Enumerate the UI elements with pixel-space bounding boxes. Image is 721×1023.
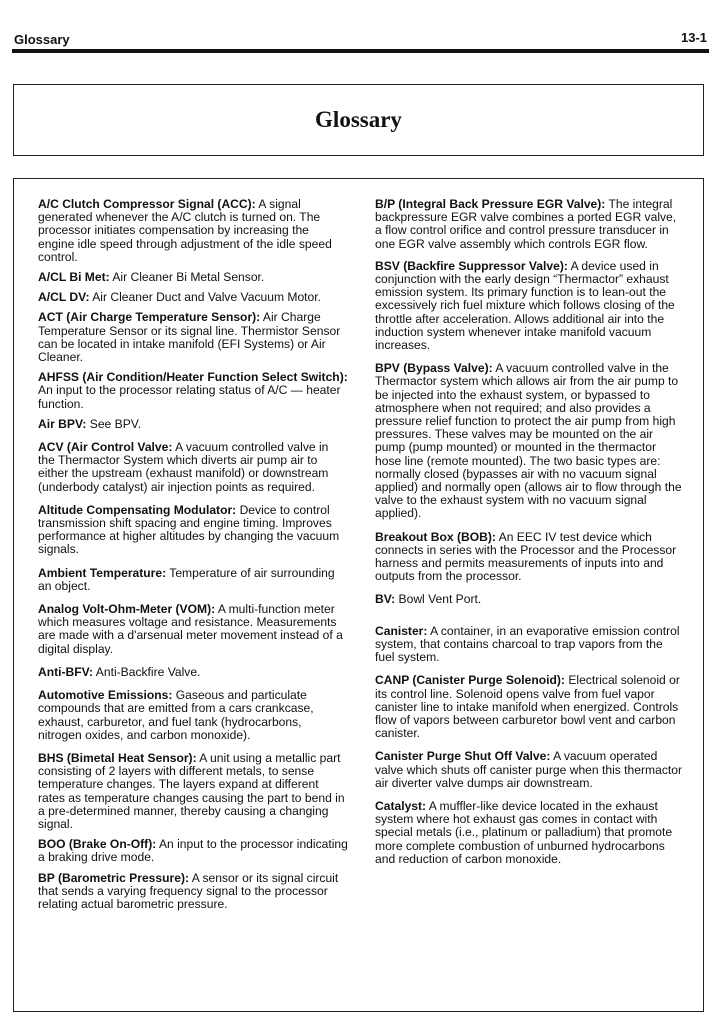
glossary-entry: [38, 291, 348, 304]
glossary-definition: A signal generated whenever the A/C clutch is turned on. The processor initiates compensation by increasing the engine idle speed through adjustment of the idle speed control.: [38, 197, 332, 264]
glossary-term: Altitude Compensating Modulator:: [38, 502, 237, 517]
glossary-term: Catalyst:: [375, 798, 427, 813]
glossary-entry: [38, 504, 348, 557]
glossary-term: BOO (Brake On-Off):: [38, 837, 157, 852]
glossary-entry: [375, 362, 685, 520]
glossary-definition: Air Charge Temperature Sensor or its signal line. Thermistor Sensor can be located in intake manifold (EFI Systems) or Air Cleaner.: [38, 310, 341, 365]
glossary-entry: [375, 674, 685, 740]
glossary-entry: [38, 418, 348, 431]
glossary-entry: [375, 593, 685, 606]
glossary-definition: A sensor or its signal circuit that sends a varying frequency signal to the processor relating actual barometric pressure.: [38, 870, 339, 911]
glossary-definition: Bowl Vent Port.: [395, 592, 482, 607]
glossary-definition: Air Cleaner Bi Metal Sensor.: [109, 270, 265, 285]
glossary-term: AHFSS (Air Condition/Heater Function Select Switch):: [38, 370, 348, 385]
glossary-definition: A container, in an evaporative emission control system, that contains charcoal to trap vapors from the fuel system.: [375, 623, 680, 665]
glossary-term: BP (Barometric Pressure):: [38, 870, 190, 885]
glossary-entry: [375, 198, 685, 251]
page-number: 13-1: [680, 30, 707, 45]
glossary-definition: A vacuum controlled valve in the Thermactor System which diverts air pump air to either the upstream (exhaust manifold) or downstream (underbody catalyst) air injection points as required.: [38, 440, 329, 494]
left-column: [38, 198, 348, 911]
header-rule: [12, 49, 709, 53]
glossary-definition: An input to the processor indicating a braking drive mode.: [38, 837, 348, 865]
glossary-definition: A device used in conjunction with the early design “Thermactor” exhaust emission system. Its primary function is to lean-out the excessively rich fuel mixture which follows closing of the throttle after acceleration. Allows additional air into the induction system whenever intake manifold vacuum increases.: [375, 258, 675, 353]
title-box: [13, 84, 704, 156]
glossary-term: Analog Volt-Ohm-Meter (VOM):: [38, 602, 216, 617]
glossary-definition: Electrical solenoid or its control line. Solenoid opens valve from fuel vapor canister line to intake manifold when energized. Controls flow of vapors between carburetor bowl vent and carbon canister.: [375, 673, 680, 741]
glossary-entry: [38, 311, 348, 364]
glossary-entry: [38, 567, 348, 593]
glossary-entry: [375, 625, 685, 665]
glossary-term: A/CL DV:: [38, 290, 90, 305]
glossary-definition: An input to the processor relating status of A/C — heater function.: [38, 383, 341, 411]
glossary-term: BPV (Bypass Valve):: [375, 361, 493, 376]
page-header: [12, 28, 709, 48]
glossary-entry: [38, 441, 348, 494]
glossary-term: Anti-BFV:: [38, 664, 94, 679]
glossary-definition: The integral backpressure EGR valve combines a ported EGR valve, a flow control orifice and control pressure transducer in one EGR valve assembly which controls EGR flow.: [375, 197, 677, 251]
glossary-definition: Temperature of air surrounding an object.: [38, 565, 335, 593]
glossary-term: Air BPV:: [38, 416, 87, 431]
glossary-definition: A vacuum controlled valve in the Thermactor system which allows air from the air pump to be injected into the exhaust system, or bypassed to atmosphere when not required; and also provides a pressure relief function to protect the air pump from high pressures. These valves may be mounted on the air pump (pump mounted) or mounted in the thermactor hose line (remote mounted). The two basic types are: normally closed (bypasses air with no vacuum signal applied) and normally open (allows air to flow through the valve to the exhaust system with no vacuum signal applied).: [375, 361, 682, 521]
glossary-term: Automotive Emissions:: [38, 688, 173, 703]
glossary-entry: [38, 271, 348, 284]
glossary-definition: A multi-function meter which measures voltage and resistance. Measurements are made with a d'arsenual meter movement instead of a digital display.: [38, 602, 343, 656]
glossary-entry: [38, 838, 348, 864]
glossary-definition: A muffler-like device located in the exhaust system where hot exhaust gas comes in contact with special metals (i.e., platinum or palladium) that promote more complete combustion of unburned hydrocarbons and reduction of carbon monoxide.: [375, 798, 673, 866]
glossary-entry: [38, 752, 348, 831]
glossary-definition: Anti-Backfire Valve.: [93, 664, 201, 679]
glossary-term: B/P (Integral Back Pressure EGR Valve):: [375, 197, 606, 211]
glossary-entry: [38, 872, 348, 912]
glossary-term: Canister Purge Shut Off Valve:: [375, 749, 551, 764]
glossary-box: [13, 178, 704, 1012]
glossary-term: A/C Clutch Compressor Signal (ACC):: [38, 197, 256, 211]
glossary-definition: Device to control transmission shift spacing and engine timing. Improves performance at higher altitudes by changing the vacuum signals.: [38, 502, 340, 557]
glossary-entry: [375, 800, 685, 866]
right-column: [375, 198, 685, 866]
glossary-term: CANP (Canister Purge Solenoid):: [375, 673, 565, 688]
glossary-term: A/CL Bi Met:: [38, 270, 110, 285]
glossary-term: Canister:: [375, 623, 428, 638]
glossary-entry: [38, 198, 348, 264]
glossary-term: Breakout Box (BOB):: [375, 529, 496, 544]
glossary-definition: A unit using a metallic part consisting of 2 layers with different metals, to sense temperature changes. The layers expand at different rates as temperature changes causing the part to bend in a pre-determined manner, thereby causing a changing signal.: [38, 750, 345, 831]
glossary-term: BSV (Backfire Suppressor Valve):: [375, 258, 568, 273]
glossary-term: BHS (Bimetal Heat Sensor):: [38, 750, 197, 765]
glossary-term: Ambient Temperature:: [38, 565, 167, 580]
glossary-definition: See BPV.: [86, 416, 142, 431]
glossary-term: ACV (Air Control Valve:: [38, 440, 173, 455]
glossary-entry: [38, 603, 348, 656]
glossary-term: ACT (Air Charge Temperature Sensor):: [38, 310, 261, 325]
glossary-entry: [375, 531, 685, 584]
glossary-definition: An EEC IV test device which connects in series with the Processor and the Processor harness and permits measurements of inputs into and outputs from the processor.: [375, 529, 677, 584]
section-name: Glossary: [14, 32, 70, 47]
glossary-definition: A vacuum operated valve which shuts off canister purge when this thermactor air diverter valve dumps air downstream.: [375, 749, 682, 790]
glossary-definition: Gaseous and particulate compounds that are emitted from a cars crankcase, exhaust, carburetor, and fuel tank (hydrocarbons, nitrogen oxides, and carbon monoxide).: [38, 688, 314, 742]
glossary-definition: Air Cleaner Duct and Valve Vacuum Motor.: [89, 290, 321, 305]
glossary-entry: [38, 689, 348, 742]
glossary-entry: [375, 750, 685, 790]
glossary-entry: [375, 260, 685, 352]
glossary-entry: [38, 371, 348, 411]
page-title: Glossary: [315, 107, 402, 132]
glossary-term: BV:: [375, 592, 396, 607]
glossary-entry: [38, 666, 348, 679]
